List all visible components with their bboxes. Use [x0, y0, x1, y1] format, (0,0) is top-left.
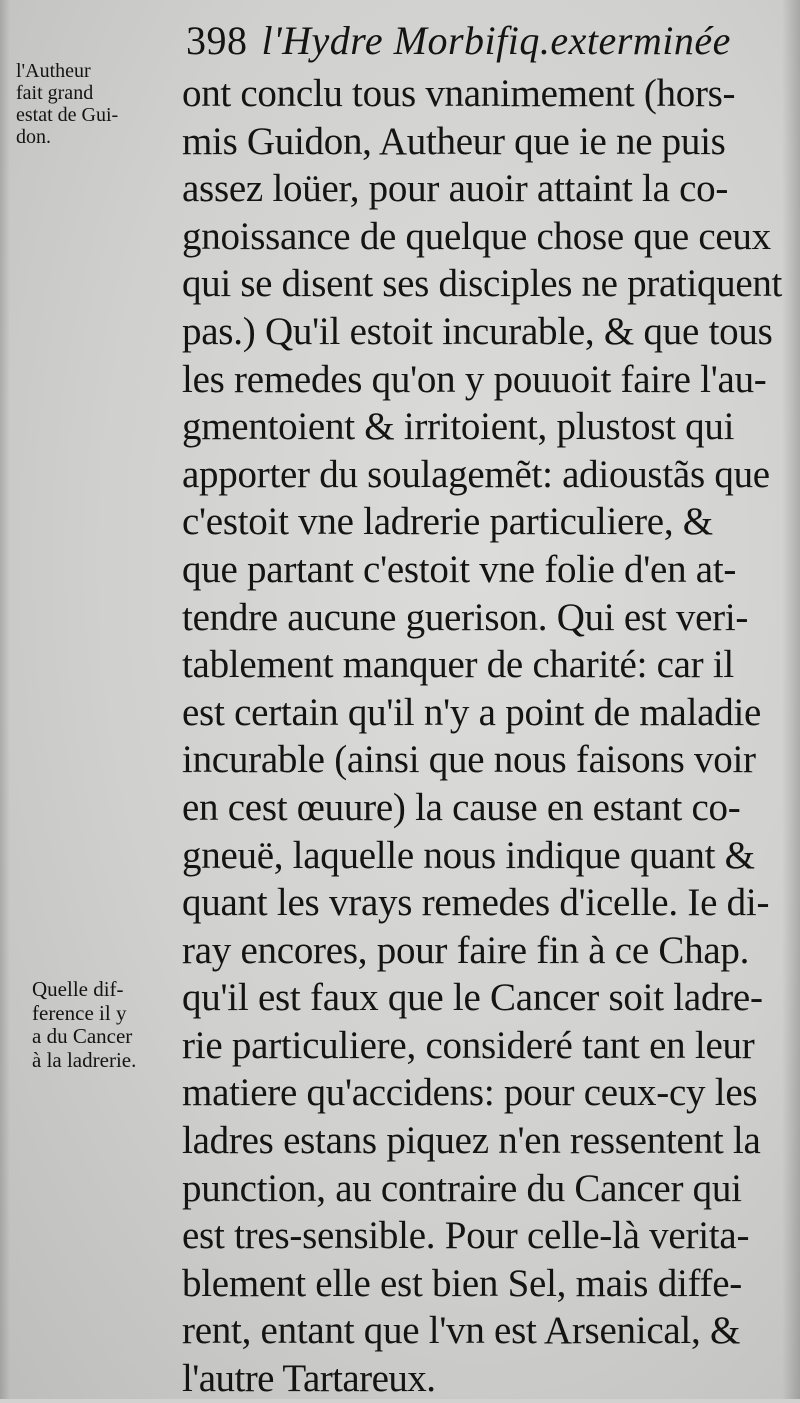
margin-note-line: à la ladrerie. — [32, 1047, 137, 1072]
text-line: gneuë, laquelle nous indique quant & — [182, 833, 755, 877]
text-line: gmentoient & irritoient, plustost qui — [182, 405, 735, 449]
text-line: rent, entant que l'vn est Arsenical, & — [182, 1309, 741, 1353]
body-text — [182, 70, 792, 1403]
text-line: que partant c'estoit vne folie d'en at- — [182, 547, 737, 591]
text-line: gnoissance de quelque chose que ceux — [182, 214, 771, 258]
running-title: l'Hydre Morbifiq.exterminée — [261, 18, 731, 63]
page-edge-shadow — [782, 0, 800, 1399]
margin-note-guidon — [16, 60, 166, 148]
text-line: punction, au contraire du Cancer qui — [182, 1166, 742, 1210]
gutter-shadow — [0, 0, 10, 1399]
text-line: ladres estans piquez n'en ressentent la — [182, 1119, 761, 1163]
text-line: ont conclu tous vnanimement (hors- — [182, 72, 736, 115]
text-line: les remedes qu'on y pouuoit faire l'au- — [182, 357, 767, 401]
text-line: en cest œuure) la cause en estant co- — [182, 785, 741, 829]
text-line: qu'il est faux que le Cancer soit ladre- — [182, 976, 763, 1020]
text-line: assez loüer, pour auoir attaint la co- — [182, 167, 729, 211]
text-line: l'autre Tartareux. — [182, 1357, 436, 1401]
text-line: ray encores, pour faire fin à ce Chap. — [182, 928, 750, 972]
text-line: matiere qu'accidens: pour ceux-cy les — [182, 1071, 758, 1115]
text-line: pas.) Qu'il estoit incurable, & que tous — [182, 309, 773, 353]
text-line: est certain qu'il n'y a point de maladie — [182, 690, 762, 734]
margin-note-line: fait grand — [16, 82, 94, 104]
margin-note-line: a du Cancer — [32, 1024, 133, 1048]
margin-note-line: l'Autheur — [16, 60, 91, 82]
text-line: tendre aucune guerison. Qui est veri- — [182, 595, 749, 639]
text-line: quant les vrays remedes d'icelle. Ie di- — [182, 881, 770, 925]
margin-note-line: estat de Gui- — [16, 104, 119, 126]
text-line: apporter du soulagemẽt: adioustãs que — [182, 452, 770, 496]
page-number: 398 — [186, 18, 248, 63]
text-line: blement elle est bien Sel, mais diffe- — [182, 1261, 743, 1305]
text-line: mis Guidon, Autheur que ie ne puis — [182, 119, 726, 163]
text-line: c'estoit vne ladrerie particuliere, & — [182, 500, 713, 544]
margin-note-line: Quelle dif- — [32, 977, 124, 1001]
text-line: rie particuliere, consideré tant en leur — [182, 1023, 755, 1067]
running-header — [186, 16, 786, 66]
text-line: tablement manquer de charité: car il — [182, 643, 734, 687]
text-line: incurable (ainsi que nous faisons voir — [182, 738, 756, 782]
text-line: qui se disent ses disciples ne pratiquent — [182, 262, 783, 306]
text-line: est tres-sensible. Pour celle-là verita- — [182, 1214, 750, 1258]
margin-note-line: don. — [16, 126, 51, 148]
margin-note-line: ference il y — [32, 1000, 127, 1025]
margin-note-cancer — [32, 978, 182, 1072]
